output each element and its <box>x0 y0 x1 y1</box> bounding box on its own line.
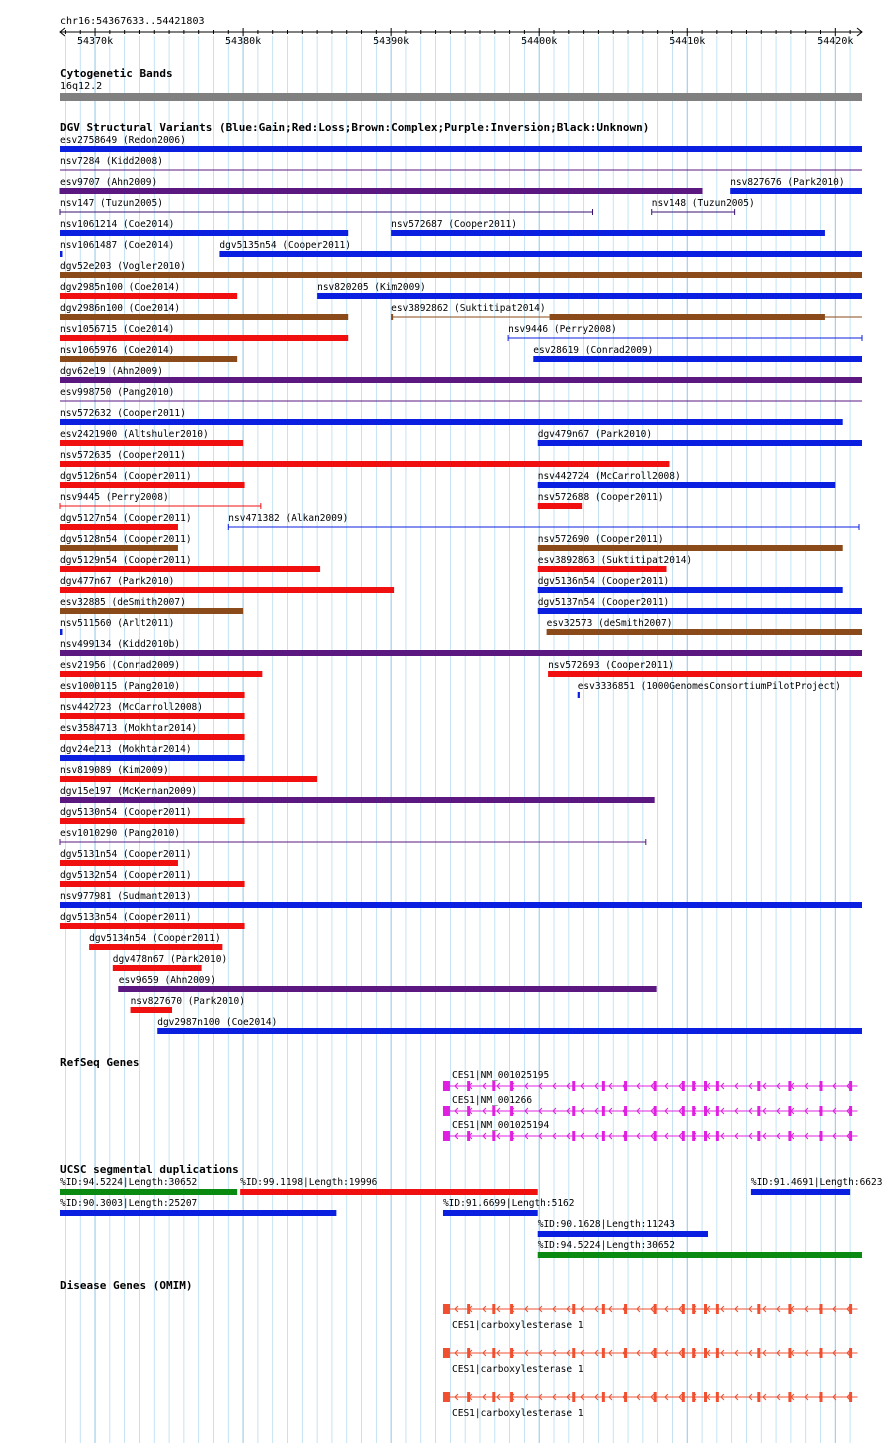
omim-gene-exon[interactable] <box>492 1392 495 1402</box>
variant-bar[interactable] <box>60 776 317 782</box>
variant-label: nsv572688 (Cooper2011) <box>537 492 664 503</box>
variant-label: esv9707 (Ahn2009) <box>60 177 158 188</box>
refseq-gene-label: CES1|NM_001025195 <box>452 1070 550 1081</box>
refseq-gene-exon[interactable] <box>654 1081 657 1091</box>
segdup-track-title: UCSC segmental duplications <box>60 1163 239 1176</box>
refseq-gene-exon[interactable] <box>510 1106 513 1116</box>
omim-gene-exon[interactable] <box>510 1348 513 1358</box>
omim-gene-exon[interactable] <box>443 1348 450 1358</box>
variant-label: nsv7284 (Kidd2008) <box>60 156 163 167</box>
refseq-gene-exon[interactable] <box>682 1131 685 1141</box>
variant-label: dgv478n67 (Park2010) <box>112 954 228 965</box>
refseq-gene-exon[interactable] <box>716 1081 719 1091</box>
refseq-gene-exon[interactable] <box>757 1131 760 1141</box>
refseq-gene-exon[interactable] <box>757 1081 760 1091</box>
refseq-gene-exon[interactable] <box>682 1081 685 1091</box>
variant-bar[interactable] <box>60 377 862 383</box>
variant-label: esv21956 (Conrad2009) <box>60 660 181 671</box>
variant-bar[interactable] <box>60 923 245 929</box>
refseq-gene-exon[interactable] <box>602 1081 605 1091</box>
variant-bar[interactable] <box>391 230 825 236</box>
variant-label: dgv5128n54 (Cooper2011) <box>60 534 192 545</box>
variant-bar[interactable] <box>60 902 862 908</box>
refseq-gene-label: CES1|NM_001266 <box>452 1095 533 1106</box>
refseq-gene-exon[interactable] <box>849 1106 852 1116</box>
dgv-track-title: DGV Structural Variants (Blue:Gain;Red:Loss;Brown:Complex;Purple:Inversion;Black:Unknown) <box>60 121 650 134</box>
omim-gene-exon[interactable] <box>510 1392 513 1402</box>
variant-bar[interactable] <box>60 188 702 194</box>
refseq-gene-exon[interactable] <box>572 1081 575 1091</box>
variant-label: nsv827670 (Park2010) <box>130 996 245 1007</box>
ruler-tick-label: 54370k <box>76 36 114 47</box>
ruler-tick-label: 54420k <box>817 36 854 47</box>
variant-bar[interactable] <box>119 986 656 992</box>
refseq-gene-exon[interactable] <box>510 1131 513 1141</box>
variant-bar[interactable] <box>550 314 825 320</box>
omim-gene-exon[interactable] <box>692 1304 695 1314</box>
variant-bar[interactable] <box>60 146 862 152</box>
variant-bar[interactable] <box>538 608 862 614</box>
segdup-label: %ID:90.3003|Length:25207 <box>60 1198 198 1209</box>
variant-label: nsv1065976 (Coe2014) <box>60 345 175 356</box>
variant-label: esv1000115 (Pang2010) <box>60 681 181 692</box>
variant-bar[interactable] <box>578 692 580 698</box>
variant-label: esv2758649 (Redon2006) <box>60 135 186 146</box>
omim-gene-exon[interactable] <box>572 1348 575 1358</box>
variant-label: esv3584713 (Mokhtar2014) <box>60 723 198 734</box>
variant-label: dgv62e19 (Ahn2009) <box>60 366 163 377</box>
refseq-gene-exon[interactable] <box>757 1106 760 1116</box>
variant-bar[interactable] <box>157 1028 862 1034</box>
coordinate-ruler <box>60 16 862 47</box>
omim-gene-exon[interactable] <box>654 1348 657 1358</box>
refseq-track <box>60 1056 858 1141</box>
refseq-gene-exon[interactable] <box>624 1081 627 1091</box>
omim-gene-exon[interactable] <box>624 1392 627 1402</box>
variant-bar[interactable] <box>60 293 237 299</box>
omim-gene-exon[interactable] <box>716 1392 719 1402</box>
variant-bar[interactable] <box>548 671 862 677</box>
refseq-gene-exon[interactable] <box>602 1131 605 1141</box>
segdup-label: %ID:91.6699|Length:5162 <box>442 1198 575 1209</box>
refseq-gene-exon[interactable] <box>467 1131 470 1141</box>
variant-label: dgv5131n54 (Cooper2011) <box>60 849 192 860</box>
variant-label: nsv471382 (Alkan2009) <box>228 513 349 524</box>
omim-gene-label: CES1|carboxylesterase 1 <box>452 1364 584 1375</box>
refseq-gene-exon[interactable] <box>704 1106 707 1116</box>
variant-label: esv32573 (deSmith2007) <box>546 618 673 629</box>
omim-gene-exon[interactable] <box>692 1348 695 1358</box>
variant-label: dgv5129n54 (Cooper2011) <box>60 555 192 566</box>
variant-label: dgv5137n54 (Cooper2011) <box>537 597 670 608</box>
segdup-label: %ID:99.1198|Length:19996 <box>240 1177 378 1188</box>
omim-gene-exon[interactable] <box>467 1304 470 1314</box>
refseq-track-title: RefSeq Genes <box>60 1056 140 1069</box>
variant-label: dgv5127n54 (Cooper2011) <box>60 513 192 524</box>
segdup-track <box>60 1163 882 1258</box>
variant-bar[interactable] <box>60 251 62 257</box>
omim-gene-exon[interactable] <box>788 1392 791 1402</box>
variant-bar[interactable] <box>60 608 243 614</box>
cytoband-label: 16q12.2 <box>60 81 103 92</box>
variant-bar[interactable] <box>60 671 262 677</box>
variant-bar[interactable] <box>219 251 862 257</box>
variant-label: dgv52e203 (Vogler2010) <box>60 261 186 272</box>
variant-bar[interactable] <box>60 545 178 551</box>
segdup-bar[interactable] <box>538 1231 708 1237</box>
omim-gene-exon[interactable] <box>716 1304 719 1314</box>
variant-bar[interactable] <box>60 314 348 320</box>
cytoband-track <box>60 67 862 101</box>
omim-gene-exon[interactable] <box>467 1392 470 1402</box>
variant-bar[interactable] <box>60 713 245 719</box>
omim-track <box>60 1279 858 1419</box>
refseq-gene-exon[interactable] <box>443 1081 450 1091</box>
variant-label: dgv479n67 (Park2010) <box>537 429 653 440</box>
variant-label: dgv15e197 (McKernan2009) <box>60 786 198 797</box>
refseq-gene-exon[interactable] <box>704 1081 707 1091</box>
variant-label: nsv572690 (Cooper2011) <box>537 534 664 545</box>
refseq-gene-exon[interactable] <box>492 1106 495 1116</box>
omim-gene-exon[interactable] <box>624 1348 627 1358</box>
variant-label: dgv5133n54 (Cooper2011) <box>60 912 192 923</box>
variant-bar[interactable] <box>60 272 862 278</box>
variant-label: nsv1061487 (Coe2014) <box>60 240 175 251</box>
omim-gene-exon[interactable] <box>682 1304 685 1314</box>
omim-gene-exon[interactable] <box>704 1348 707 1358</box>
omim-gene-exon[interactable] <box>443 1304 450 1314</box>
refseq-gene-exon[interactable] <box>682 1106 685 1116</box>
omim-gene-exon[interactable] <box>788 1304 791 1314</box>
variant-bar[interactable] <box>60 692 245 698</box>
segdup-bar[interactable] <box>751 1189 850 1195</box>
variant-bar[interactable] <box>60 461 669 467</box>
variant-label: dgv24e213 (Mokhtar2014) <box>60 744 192 755</box>
segdup-bar[interactable] <box>443 1210 538 1216</box>
omim-gene-exon[interactable] <box>820 1348 823 1358</box>
cytoband-track-title: Cytogenetic Bands <box>60 67 173 80</box>
omim-gene-exon[interactable] <box>820 1304 823 1314</box>
refseq-gene-exon[interactable] <box>624 1106 627 1116</box>
variant-bar[interactable] <box>60 755 245 761</box>
variant-label: dgv2985n100 (Coe2014) <box>60 282 181 293</box>
variant-label: nsv819089 (Kim2009) <box>60 765 169 776</box>
variant-label: nsv572693 (Cooper2011) <box>548 660 674 671</box>
variant-label: esv28619 (Conrad2009) <box>533 345 654 356</box>
variant-bar[interactable] <box>60 818 245 824</box>
omim-gene-exon[interactable] <box>572 1392 575 1402</box>
omim-gene-exon[interactable] <box>682 1392 685 1402</box>
variant-label: esv9659 (Ahn2009) <box>118 975 216 986</box>
variant-label: nsv572632 (Cooper2011) <box>60 408 186 419</box>
refseq-gene-exon[interactable] <box>820 1131 823 1141</box>
variant-label: nsv1056715 (Coe2014) <box>60 324 175 335</box>
variant-bar[interactable] <box>60 566 320 572</box>
segdup-bar[interactable] <box>60 1189 237 1195</box>
omim-gene-exon[interactable] <box>572 1304 575 1314</box>
variant-bar[interactable] <box>538 440 862 446</box>
omim-gene-exon[interactable] <box>602 1348 605 1358</box>
omim-track-title: Disease Genes (OMIM) <box>60 1279 193 1292</box>
variant-label: esv2421900 (Altshuler2010) <box>60 429 209 440</box>
refseq-gene-exon[interactable] <box>788 1106 791 1116</box>
variant-bar[interactable] <box>538 482 836 488</box>
omim-gene-exon[interactable] <box>820 1392 823 1402</box>
variant-bar[interactable] <box>538 545 843 551</box>
variant-bar[interactable] <box>60 482 245 488</box>
refseq-gene-exon[interactable] <box>624 1131 627 1141</box>
refseq-gene-exon[interactable] <box>572 1106 575 1116</box>
omim-gene-exon[interactable] <box>602 1304 605 1314</box>
variant-label: dgv5134n54 (Cooper2011) <box>89 933 221 944</box>
omim-gene-exon[interactable] <box>682 1348 685 1358</box>
refseq-gene-exon[interactable] <box>820 1106 823 1116</box>
refseq-gene-exon[interactable] <box>692 1131 695 1141</box>
segdup-label: %ID:94.5224|Length:30652 <box>60 1177 198 1188</box>
variant-bar[interactable] <box>538 566 667 572</box>
omim-gene-label: CES1|carboxylesterase 1 <box>452 1408 584 1419</box>
refseq-gene-exon[interactable] <box>654 1106 657 1116</box>
omim-gene-exon[interactable] <box>849 1392 852 1402</box>
variant-label: esv3892863 (Suktitipat2014) <box>537 555 693 566</box>
variant-bar[interactable] <box>60 734 245 740</box>
omim-gene-exon[interactable] <box>716 1348 719 1358</box>
refseq-gene-exon[interactable] <box>849 1081 852 1091</box>
refseq-gene-exon[interactable] <box>492 1081 495 1091</box>
variant-bar[interactable] <box>113 965 202 971</box>
omim-gene-exon[interactable] <box>788 1348 791 1358</box>
ruler-tick-label: 54380k <box>225 36 262 47</box>
variant-label: nsv148 (Tuzun2005) <box>651 198 755 209</box>
refseq-gene-exon[interactable] <box>716 1106 719 1116</box>
variant-bar[interactable] <box>60 335 348 341</box>
omim-gene-exon[interactable] <box>654 1392 657 1402</box>
refseq-gene-exon[interactable] <box>443 1131 450 1141</box>
omim-gene-exon[interactable] <box>692 1392 695 1402</box>
segdup-label: %ID:94.5224|Length:30652 <box>537 1240 676 1251</box>
variant-label: esv1010290 (Pang2010) <box>60 828 181 839</box>
variant-bar[interactable] <box>60 629 62 635</box>
variant-label: nsv511560 (Arlt2011) <box>60 618 175 629</box>
variant-bar[interactable] <box>60 860 178 866</box>
refseq-gene-exon[interactable] <box>510 1081 513 1091</box>
omim-gene-exon[interactable] <box>757 1304 760 1314</box>
refseq-gene-exon[interactable] <box>716 1131 719 1141</box>
variant-label: nsv827676 (Park2010) <box>730 177 845 188</box>
variant-label: dgv5126n54 (Cooper2011) <box>60 471 192 482</box>
omim-gene-exon[interactable] <box>492 1304 495 1314</box>
variant-bar[interactable] <box>131 1007 172 1013</box>
omim-gene-label: CES1|carboxylesterase 1 <box>452 1320 584 1331</box>
variant-label: dgv5135n54 (Cooper2011) <box>219 240 351 251</box>
ruler-tick-label: 54390k <box>373 36 410 47</box>
refseq-gene-exon[interactable] <box>849 1131 852 1141</box>
variant-label: dgv2986n100 (Coe2014) <box>60 303 181 314</box>
variant-bar[interactable] <box>60 440 243 446</box>
segdup-bar[interactable] <box>538 1252 862 1258</box>
variant-label: dgv5136n54 (Cooper2011) <box>537 576 670 587</box>
variant-label: esv32885 (deSmith2007) <box>60 597 186 608</box>
omim-gene-exon[interactable] <box>757 1348 760 1358</box>
variant-label: nsv572635 (Cooper2011) <box>60 450 186 461</box>
segdup-bar[interactable] <box>60 1210 336 1216</box>
refseq-gene-exon[interactable] <box>704 1131 707 1141</box>
variant-label: nsv442723 (McCarroll2008) <box>60 702 203 713</box>
variant-label: dgv477n67 (Park2010) <box>60 576 175 587</box>
omim-gene-exon[interactable] <box>467 1348 470 1358</box>
omim-gene-exon[interactable] <box>654 1304 657 1314</box>
variant-label: nsv9445 (Perry2008) <box>60 492 169 503</box>
refseq-gene-exon[interactable] <box>692 1081 695 1091</box>
variant-label: nsv442724 (McCarroll2008) <box>537 471 681 482</box>
variant-bar[interactable] <box>60 419 843 425</box>
variant-bar[interactable] <box>547 629 862 635</box>
refseq-gene-exon[interactable] <box>467 1106 470 1116</box>
variant-bar[interactable] <box>60 524 178 530</box>
omim-gene-exon[interactable] <box>510 1304 513 1314</box>
refseq-gene-exon[interactable] <box>820 1081 823 1091</box>
variant-label: esv3336851 (1000GenomesConsortiumPilotProject) <box>577 681 841 692</box>
variant-label: dgv2987n100 (Coe2014) <box>157 1017 278 1028</box>
variant-label: nsv499134 (Kidd2010b) <box>60 639 181 650</box>
refseq-gene-exon[interactable] <box>443 1106 450 1116</box>
variant-bar[interactable] <box>533 356 862 362</box>
variant-label: nsv572687 (Cooper2011) <box>391 219 517 230</box>
variant-label: dgv5130n54 (Cooper2011) <box>60 807 192 818</box>
omim-gene-exon[interactable] <box>757 1392 760 1402</box>
refseq-gene-exon[interactable] <box>654 1131 657 1141</box>
refseq-gene-exon[interactable] <box>788 1131 791 1141</box>
omim-gene-exon[interactable] <box>849 1304 852 1314</box>
variant-bar[interactable] <box>317 293 862 299</box>
refseq-gene-exon[interactable] <box>467 1081 470 1091</box>
dgv-track <box>60 121 862 1034</box>
refseq-gene-exon[interactable] <box>492 1131 495 1141</box>
omim-gene-exon[interactable] <box>602 1392 605 1402</box>
variant-bar[interactable] <box>60 881 245 887</box>
variant-label: nsv1061214 (Coe2014) <box>60 219 175 230</box>
omim-gene-exon[interactable] <box>492 1348 495 1358</box>
segdup-label: %ID:91.4691|Length:6623 <box>750 1177 883 1188</box>
ruler-tick-label: 54410k <box>669 36 706 47</box>
variant-bar[interactable] <box>60 650 862 656</box>
variant-bar[interactable] <box>60 356 237 362</box>
omim-gene-exon[interactable] <box>704 1304 707 1314</box>
omim-gene-exon[interactable] <box>624 1304 627 1314</box>
refseq-gene-exon[interactable] <box>572 1131 575 1141</box>
refseq-gene-exon[interactable] <box>788 1081 791 1091</box>
cytoband-bar[interactable] <box>60 93 862 101</box>
ruler-title: chr16:54367633..54421803 <box>60 16 205 27</box>
variant-bar[interactable] <box>538 587 843 593</box>
variant-label: nsv977981 (Sudmant2013) <box>60 891 192 902</box>
omim-gene-exon[interactable] <box>704 1392 707 1402</box>
ruler-tick-label: 54400k <box>521 36 558 47</box>
variant-bar[interactable] <box>60 230 348 236</box>
variant-label: esv3892862 (Suktitipat2014) <box>391 303 546 314</box>
variant-bar[interactable] <box>60 797 655 803</box>
segdup-bar[interactable] <box>240 1189 538 1195</box>
refseq-gene-label: CES1|NM_001025194 <box>452 1120 550 1131</box>
variant-label: nsv820205 (Kim2009) <box>317 282 426 293</box>
omim-gene-exon[interactable] <box>849 1348 852 1358</box>
refseq-gene-exon[interactable] <box>602 1106 605 1116</box>
variant-label: esv998750 (Pang2010) <box>60 387 175 398</box>
variant-bar[interactable] <box>538 503 582 509</box>
segdup-label: %ID:90.1628|Length:11243 <box>537 1219 676 1230</box>
variant-bar[interactable] <box>60 587 394 593</box>
variant-label: nsv9446 (Perry2008) <box>508 324 617 335</box>
variant-bar[interactable] <box>89 944 222 950</box>
refseq-gene-exon[interactable] <box>692 1106 695 1116</box>
variant-label: nsv147 (Tuzun2005) <box>60 198 163 209</box>
omim-gene-exon[interactable] <box>443 1392 450 1402</box>
variant-bar[interactable] <box>730 188 862 194</box>
variant-label: dgv5132n54 (Cooper2011) <box>60 870 192 881</box>
